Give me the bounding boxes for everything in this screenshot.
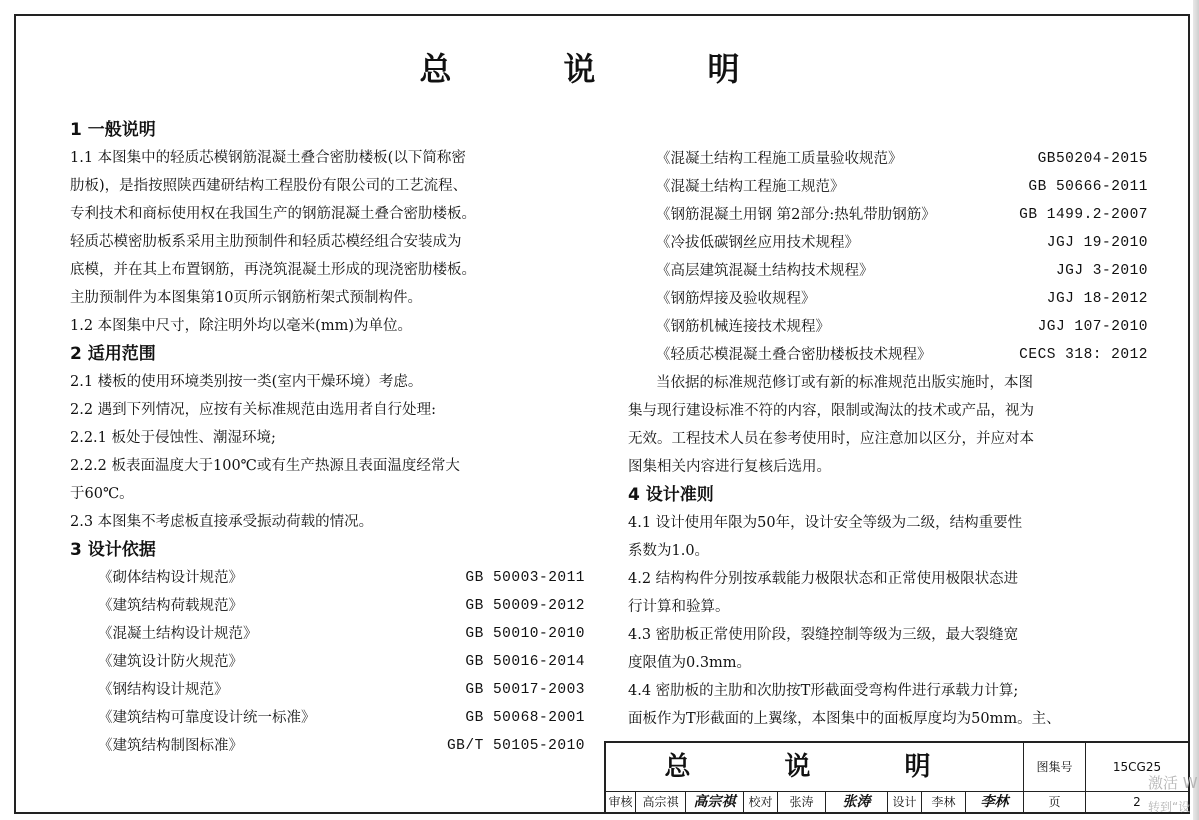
section-2-line: 于60℃。 (70, 486, 134, 502)
reference-row (628, 285, 1148, 313)
watermark-line-2: 转到“设 (1148, 800, 1191, 814)
reference-name: 《混凝土结构工程施工质量验收规范》 (656, 151, 903, 167)
section-4-heading: 4 设计准则 (628, 485, 714, 505)
reference-code: GB50204-2015 (1037, 151, 1148, 167)
reference-code: JGJ 19-2010 (1046, 235, 1148, 251)
section-4-line: 4.3 密肋板正常使用阶段，裂缝控制等级为三级，最大裂缝宽 (628, 627, 1019, 643)
reference-name: 《砌体结构设计规范》 (98, 570, 243, 586)
section-4-line: 4.1 设计使用年限为50年，设计安全等级为二级，结构重要性 (628, 515, 1023, 531)
reference-name: 《钢筋焊接及验收规程》 (656, 291, 816, 307)
designer-name: 李林 (922, 791, 966, 814)
title-block (604, 741, 1190, 814)
reference-name: 《钢筋混凝土用钢 第2部分:热轧带肋钢筋》 (656, 207, 936, 223)
reference-code: JGJ 18-2012 (1046, 291, 1148, 307)
reference-code: GB/T 50105-2010 (446, 738, 585, 754)
reviewer-signature: 高宗祺 (686, 791, 744, 814)
checker-signature: 张涛 (826, 791, 888, 814)
section-1-line: 1.2 本图集中尺寸，除注明外均以毫米(mm)为单位。 (70, 318, 412, 334)
reference-row (70, 620, 585, 648)
section-1-line: 肋板)，是指按照陕西建研结构工程股份有限公司的工艺流程、 (70, 178, 468, 194)
note-line: 图集相关内容进行复核后选用。 (628, 459, 831, 475)
section-3-heading: 3 设计依据 (70, 540, 156, 560)
section-1-line: 1.1 本图集中的轻质芯模钢筋混凝土叠合密肋楼板(以下简称密 (70, 150, 466, 166)
note-line: 无效。工程技术人员在参考使用时，应注意加以区分，并应对本 (628, 431, 1034, 447)
right-column (628, 145, 1148, 733)
reference-row (70, 648, 585, 676)
section-2-line: 2.2.1 板处于侵蚀性、潮湿环境; (70, 430, 276, 446)
reference-row (70, 564, 585, 592)
note-line: 集与现行建设标准不符的内容，限制或淘汰的技术或产品，视为 (628, 403, 1034, 419)
watermark-line-1: 激活 W (1148, 774, 1198, 792)
reference-row (628, 313, 1148, 341)
checker-name: 张涛 (778, 791, 826, 814)
reference-row (628, 229, 1148, 257)
section-1-line: 底模，并在其上布置钢筋，再浇筑混凝土形成的现浇密肋楼板。 (70, 262, 476, 278)
atlas-number-label: 图集号 (1024, 743, 1086, 791)
reference-code: GB 50009-2012 (465, 598, 585, 614)
reference-code: GB 1499.2-2007 (1019, 207, 1148, 223)
section-2-line: 2.3 本图集不考虑板直接承受振动荷载的情况。 (70, 514, 374, 530)
reference-code: JGJ 107-2010 (1037, 319, 1148, 335)
review-label: 审核 (606, 791, 636, 814)
left-column (70, 116, 585, 760)
reference-name: 《混凝土结构工程施工规范》 (656, 179, 845, 195)
section-2-line: 2.1 楼板的使用环境类别按一类(室内干燥环境）考虑。 (70, 374, 423, 390)
reference-row (628, 173, 1148, 201)
page-number: 2 (1133, 795, 1141, 809)
section-4-line: 面板作为T形截面的上翼缘，本图集中的面板厚度均为50mm。主、 (628, 711, 1061, 727)
reference-code: GB 50016-2014 (465, 654, 585, 670)
note-line: 当依据的标准规范修订或有新的标准规范出版实施时，本图 (656, 375, 1033, 391)
section-4-line: 4.2 结构构件分别按承载能力极限状态和正常使用极限状态进 (628, 571, 1019, 587)
section-2-heading: 2 适用范围 (70, 344, 156, 364)
section-2-line: 2.2.2 板表面温度大于100℃或有生产热源且表面温度经常大 (70, 458, 460, 474)
section-4-line: 系数为1.0。 (628, 543, 710, 559)
reference-name: 《钢筋机械连接技术规程》 (656, 319, 830, 335)
design-label: 设计 (888, 791, 922, 814)
reference-name: 《建筑结构荷载规范》 (98, 598, 243, 614)
activation-watermark (1148, 772, 1198, 814)
reference-code: GB 50666-2011 (1028, 179, 1148, 195)
reference-code: JGJ 3-2010 (1055, 263, 1148, 279)
reference-row (628, 341, 1148, 369)
reference-code: GB 50003-2011 (465, 570, 585, 586)
reference-code: GB 50017-2003 (465, 682, 585, 698)
reference-code: CECS 318: 2012 (1019, 347, 1148, 363)
section-2-line: 2.2 遇到下列情况，应按有关标准规范由选用者自行处理: (70, 402, 437, 418)
reference-row (628, 201, 1148, 229)
section-1-heading: 1 一般说明 (70, 120, 156, 140)
section-4-line: 度限值为0.3mm。 (628, 655, 752, 671)
reference-name: 《钢结构设计规范》 (98, 682, 229, 698)
title-block-title: 总 说 明 (606, 743, 1024, 791)
check-label: 校对 (744, 791, 778, 814)
scan-edge (1193, 0, 1199, 820)
section-4-line: 行计算和验算。 (628, 599, 730, 615)
section-1-line: 主肋预制件为本图集第10页所示钢筋桁架式预制构件。 (70, 290, 422, 306)
atlas-number: 15CG25 (1112, 760, 1162, 774)
page-label: 页 (1024, 791, 1086, 814)
reviewer-name: 高宗祺 (636, 791, 686, 814)
title-block-header (606, 743, 1188, 792)
reference-row (628, 257, 1148, 285)
reference-name: 《建筑结构可靠度设计统一标准》 (98, 710, 316, 726)
reference-name: 《建筑设计防火规范》 (98, 654, 243, 670)
page-title: 总 说 明 (419, 50, 780, 88)
reference-name: 《高层建筑混凝土结构技术规程》 (656, 263, 874, 279)
reference-row (70, 592, 585, 620)
reference-row (70, 704, 585, 732)
section-4-line: 4.4 密肋板的主肋和次肋按T形截面受弯构件进行承载力计算; (628, 683, 1019, 699)
reference-name: 《冷拔低碳钢丝应用技术规程》 (656, 235, 859, 251)
reference-name: 《建筑结构制图标准》 (98, 738, 243, 754)
designer-signature: 李林 (966, 791, 1024, 814)
reference-row (70, 732, 585, 760)
section-1-line: 轻质芯模密肋板系采用主肋预制件和轻质芯模经组合安装成为 (70, 234, 462, 250)
reference-name: 《混凝土结构设计规范》 (98, 626, 258, 642)
reference-name: 《轻质芯模混凝土叠合密肋楼板技术规程》 (656, 347, 932, 363)
reference-code: GB 50010-2010 (465, 626, 585, 642)
title-block-signatures (606, 791, 1191, 814)
reference-code: GB 50068-2001 (465, 710, 585, 726)
section-1-line: 专利技术和商标使用权在我国生产的钢筋混凝土叠合密肋楼板。 (70, 206, 476, 222)
reference-row (628, 145, 1148, 173)
reference-row (70, 676, 585, 704)
